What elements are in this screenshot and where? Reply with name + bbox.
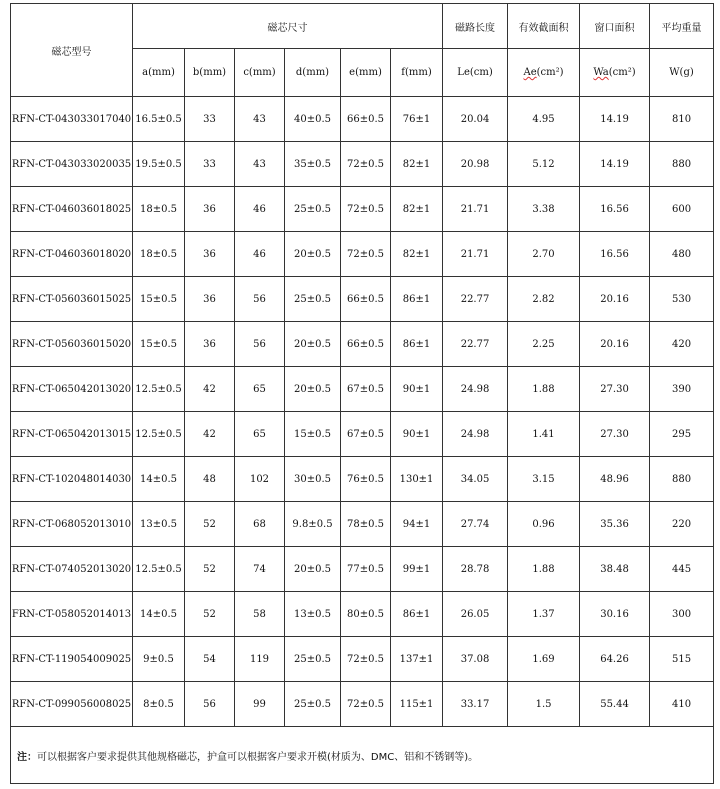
cell-wa: 27.30 (580, 367, 650, 412)
cell-b: 52 (185, 592, 235, 637)
cell-ae: 1.88 (508, 547, 580, 592)
cell-f: 90±1 (391, 412, 443, 457)
cell-f: 82±1 (391, 142, 443, 187)
cell-a: 15±0.5 (133, 277, 185, 322)
cell-a: 12.5±0.5 (133, 547, 185, 592)
cell-e: 72±0.5 (341, 232, 391, 277)
cell-c: 65 (235, 367, 285, 412)
cell-le: 28.78 (443, 547, 508, 592)
cell-model: RFN-CT-056036015025 (11, 277, 133, 322)
cell-d: 9.8±0.5 (285, 502, 341, 547)
core-spec-table (10, 3, 714, 784)
cell-b: 33 (185, 142, 235, 187)
cell-f: 86±1 (391, 592, 443, 637)
cell-f: 99±1 (391, 547, 443, 592)
cell-e: 76±0.5 (341, 457, 391, 502)
cell-c: 46 (235, 232, 285, 277)
unit-c: c(mm) (235, 49, 285, 97)
cell-d: 20±0.5 (285, 232, 341, 277)
cell-le: 26.05 (443, 592, 508, 637)
cell-ae: 1.5 (508, 682, 580, 727)
cell-e: 66±0.5 (341, 322, 391, 367)
cell-e: 67±0.5 (341, 367, 391, 412)
cell-f: 130±1 (391, 457, 443, 502)
cell-a: 16.5±0.5 (133, 97, 185, 142)
cell-model: RFN-CT-065042013015 (11, 412, 133, 457)
cell-f: 137±1 (391, 637, 443, 682)
cell-b: 54 (185, 637, 235, 682)
cell-a: 13±0.5 (133, 502, 185, 547)
unit-ae-suffix: (cm²) (536, 67, 564, 78)
cell-le: 27.74 (443, 502, 508, 547)
cell-w: 880 (650, 457, 714, 502)
unit-w: W(g) (650, 49, 714, 97)
cell-model: RFN-CT-043033017040 (11, 97, 133, 142)
cell-ae: 3.15 (508, 457, 580, 502)
cell-f: 76±1 (391, 97, 443, 142)
cell-c: 56 (235, 322, 285, 367)
cell-c: 68 (235, 502, 285, 547)
cell-f: 82±1 (391, 232, 443, 277)
cell-model: RFN-CT-065042013020 (11, 367, 133, 412)
table-row (11, 367, 714, 412)
cell-a: 12.5±0.5 (133, 367, 185, 412)
cell-wa: 20.16 (580, 277, 650, 322)
cell-f: 82±1 (391, 187, 443, 232)
cell-ae: 0.96 (508, 502, 580, 547)
cell-wa: 27.30 (580, 412, 650, 457)
cell-a: 8±0.5 (133, 682, 185, 727)
footnote-label: 注： (17, 751, 37, 763)
header-window-area: 窗口面积 (580, 4, 650, 49)
cell-le: 24.98 (443, 412, 508, 457)
cell-w: 530 (650, 277, 714, 322)
cell-ae: 2.25 (508, 322, 580, 367)
header-model: 磁芯型号 (11, 4, 133, 97)
cell-le: 21.71 (443, 187, 508, 232)
cell-le: 33.17 (443, 682, 508, 727)
cell-e: 66±0.5 (341, 277, 391, 322)
cell-b: 36 (185, 232, 235, 277)
header-core-size: 磁芯尺寸 (133, 4, 443, 49)
cell-w: 390 (650, 367, 714, 412)
cell-c: 43 (235, 142, 285, 187)
table-row (11, 547, 714, 592)
cell-b: 56 (185, 682, 235, 727)
cell-d: 25±0.5 (285, 637, 341, 682)
cell-a: 18±0.5 (133, 187, 185, 232)
table-row (11, 592, 714, 637)
cell-wa: 20.16 (580, 322, 650, 367)
cell-a: 18±0.5 (133, 232, 185, 277)
cell-model: RFN-CT-102048014030 (11, 457, 133, 502)
cell-ae: 3.38 (508, 187, 580, 232)
cell-f: 90±1 (391, 367, 443, 412)
cell-wa: 16.56 (580, 187, 650, 232)
cell-b: 52 (185, 502, 235, 547)
cell-w: 480 (650, 232, 714, 277)
unit-f: f(mm) (391, 49, 443, 97)
cell-d: 25±0.5 (285, 277, 341, 322)
cell-e: 72±0.5 (341, 142, 391, 187)
cell-le: 21.71 (443, 232, 508, 277)
cell-le: 22.77 (443, 277, 508, 322)
unit-d: d(mm) (285, 49, 341, 97)
unit-ae (508, 49, 580, 97)
cell-b: 36 (185, 277, 235, 322)
cell-w: 600 (650, 187, 714, 232)
cell-e: 72±0.5 (341, 187, 391, 232)
cell-c: 99 (235, 682, 285, 727)
cell-wa: 38.48 (580, 547, 650, 592)
table-row (11, 412, 714, 457)
cell-wa: 35.36 (580, 502, 650, 547)
cell-ae: 2.70 (508, 232, 580, 277)
cell-model: RFN-CT-046036018020 (11, 232, 133, 277)
cell-model: RFN-CT-074052013020 (11, 547, 133, 592)
cell-ae: 1.41 (508, 412, 580, 457)
cell-e: 72±0.5 (341, 682, 391, 727)
cell-b: 36 (185, 322, 235, 367)
unit-wa (580, 49, 650, 97)
cell-ae: 2.82 (508, 277, 580, 322)
cell-f: 86±1 (391, 277, 443, 322)
unit-wa-suffix: (cm²) (608, 67, 636, 78)
cell-e: 78±0.5 (341, 502, 391, 547)
cell-model: RFN-CT-056036015020 (11, 322, 133, 367)
cell-model: RFN-CT-068052013010 (11, 502, 133, 547)
cell-model: RFN-CT-119054009025 (11, 637, 133, 682)
cell-ae: 4.95 (508, 97, 580, 142)
cell-d: 30±0.5 (285, 457, 341, 502)
cell-c: 46 (235, 187, 285, 232)
cell-w: 810 (650, 97, 714, 142)
unit-ae-symbol: Ae (523, 67, 537, 78)
cell-e: 67±0.5 (341, 412, 391, 457)
cell-c: 74 (235, 547, 285, 592)
cell-wa: 16.56 (580, 232, 650, 277)
cell-c: 43 (235, 97, 285, 142)
table-row (11, 457, 714, 502)
cell-e: 72±0.5 (341, 637, 391, 682)
cell-a: 19.5±0.5 (133, 142, 185, 187)
cell-a: 12.5±0.5 (133, 412, 185, 457)
cell-ae: 1.88 (508, 367, 580, 412)
table-row (11, 277, 714, 322)
cell-d: 20±0.5 (285, 367, 341, 412)
cell-b: 42 (185, 367, 235, 412)
cell-c: 56 (235, 277, 285, 322)
cell-wa: 48.96 (580, 457, 650, 502)
header-path-length: 磁路长度 (443, 4, 508, 49)
cell-wa: 55.44 (580, 682, 650, 727)
cell-wa: 14.19 (580, 142, 650, 187)
cell-b: 33 (185, 97, 235, 142)
cell-a: 14±0.5 (133, 457, 185, 502)
cell-ae: 5.12 (508, 142, 580, 187)
cell-d: 20±0.5 (285, 547, 341, 592)
table-row (11, 322, 714, 367)
cell-w: 420 (650, 322, 714, 367)
cell-d: 40±0.5 (285, 97, 341, 142)
table-row (11, 502, 714, 547)
cell-model: FRN-CT-058052014013 (11, 592, 133, 637)
table-row (11, 187, 714, 232)
cell-d: 13±0.5 (285, 592, 341, 637)
cell-d: 15±0.5 (285, 412, 341, 457)
cell-w: 880 (650, 142, 714, 187)
header-avg-weight: 平均重量 (650, 4, 714, 49)
cell-w: 515 (650, 637, 714, 682)
table-row (11, 142, 714, 187)
cell-w: 220 (650, 502, 714, 547)
cell-wa: 30.16 (580, 592, 650, 637)
cell-model: RFN-CT-043033020035 (11, 142, 133, 187)
cell-ae: 1.37 (508, 592, 580, 637)
cell-c: 65 (235, 412, 285, 457)
cell-c: 58 (235, 592, 285, 637)
table-row (11, 97, 714, 142)
cell-f: 94±1 (391, 502, 443, 547)
cell-le: 37.08 (443, 637, 508, 682)
cell-b: 52 (185, 547, 235, 592)
cell-d: 35±0.5 (285, 142, 341, 187)
footnote-text: 可以根据客户要求提供其他规格磁芯，护盒可以根据客户要求开模(材质为、DMC、铝和不锈钢等)。 (37, 751, 479, 763)
cell-b: 36 (185, 187, 235, 232)
cell-wa: 14.19 (580, 97, 650, 142)
table-row (11, 232, 714, 277)
cell-w: 445 (650, 547, 714, 592)
cell-e: 66±0.5 (341, 97, 391, 142)
cell-a: 9±0.5 (133, 637, 185, 682)
table-row (11, 637, 714, 682)
unit-b: b(mm) (185, 49, 235, 97)
cell-c: 119 (235, 637, 285, 682)
cell-w: 295 (650, 412, 714, 457)
cell-model: RFN-CT-099056008025 (11, 682, 133, 727)
cell-le: 20.98 (443, 142, 508, 187)
table-row (11, 682, 714, 727)
cell-b: 42 (185, 412, 235, 457)
unit-wa-symbol: Wa (593, 67, 609, 78)
cell-a: 14±0.5 (133, 592, 185, 637)
cell-f: 115±1 (391, 682, 443, 727)
cell-d: 20±0.5 (285, 322, 341, 367)
footnote (11, 727, 714, 784)
cell-le: 34.05 (443, 457, 508, 502)
cell-le: 22.77 (443, 322, 508, 367)
cell-le: 24.98 (443, 367, 508, 412)
cell-w: 300 (650, 592, 714, 637)
cell-wa: 64.26 (580, 637, 650, 682)
cell-d: 25±0.5 (285, 187, 341, 232)
cell-e: 80±0.5 (341, 592, 391, 637)
cell-d: 25±0.5 (285, 682, 341, 727)
unit-a: a(mm) (133, 49, 185, 97)
header-effective-area: 有效截面积 (508, 4, 580, 49)
unit-e: e(mm) (341, 49, 391, 97)
cell-e: 77±0.5 (341, 547, 391, 592)
cell-w: 410 (650, 682, 714, 727)
cell-le: 20.04 (443, 97, 508, 142)
cell-ae: 1.69 (508, 637, 580, 682)
cell-a: 15±0.5 (133, 322, 185, 367)
cell-c: 102 (235, 457, 285, 502)
cell-b: 48 (185, 457, 235, 502)
cell-f: 86±1 (391, 322, 443, 367)
unit-le: Le(cm) (443, 49, 508, 97)
cell-model: RFN-CT-046036018025 (11, 187, 133, 232)
